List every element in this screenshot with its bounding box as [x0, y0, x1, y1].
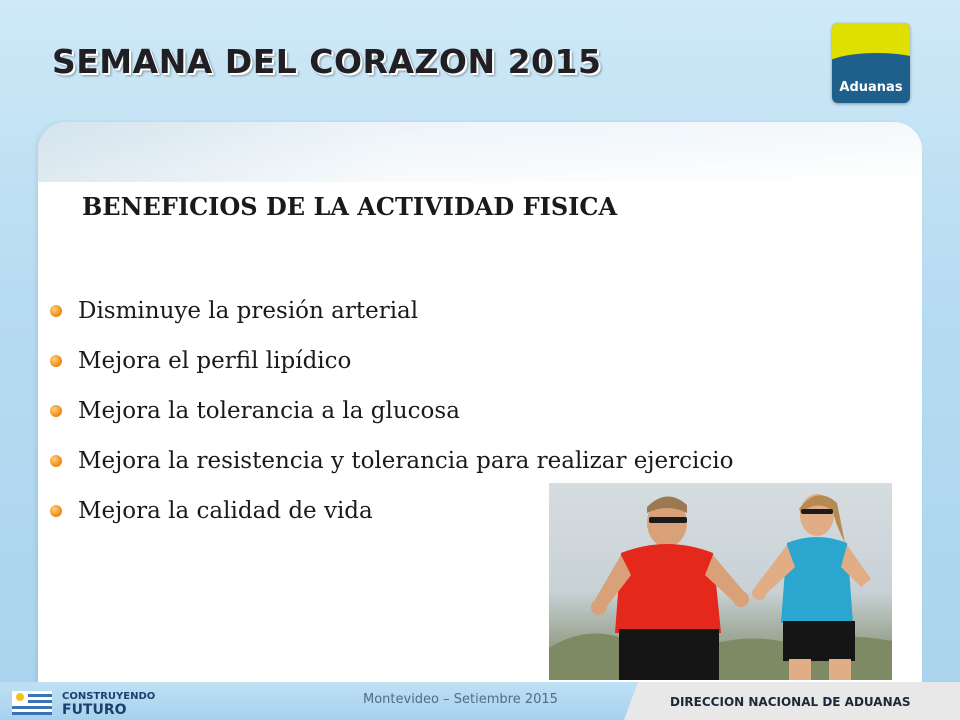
- list-item: [48, 438, 733, 488]
- bullet-icon: [50, 355, 62, 367]
- footer-bar: [0, 682, 960, 720]
- bullet-icon: [50, 455, 62, 467]
- list-item: [48, 388, 733, 438]
- logo-text: Aduanas: [839, 80, 903, 95]
- list-item: [48, 338, 733, 388]
- runners-illustration: [549, 483, 892, 680]
- aduanas-logo: [832, 23, 910, 103]
- list-item-text: Disminuye la presión arterial: [78, 298, 419, 324]
- uruguay-flag-icon: [12, 691, 52, 715]
- bullet-icon: [50, 405, 62, 417]
- footer-date: Montevideo – Setiembre 2015: [363, 692, 558, 707]
- footer-logo-line2: FUTURO: [62, 702, 127, 718]
- bullet-icon: [50, 505, 62, 517]
- runners-photo: [549, 483, 892, 680]
- footer-organization: DIRECCION NACIONAL DE ADUANAS: [670, 695, 911, 709]
- list-item: [48, 288, 733, 338]
- bullet-icon: [50, 305, 62, 317]
- footer-logo-line1: CONSTRUYENDO: [62, 691, 156, 702]
- logo-swoosh: [832, 53, 910, 83]
- content-panel-highlight: [38, 122, 922, 182]
- list-item-text: Mejora la resistencia y tolerancia para realizar ejercicio: [78, 448, 734, 474]
- list-item-text: Mejora el perfil lipídico: [78, 348, 352, 374]
- slide-title: SEMANA DEL CORAZON 2015: [52, 42, 602, 81]
- list-item-text: Mejora la calidad de vida: [78, 498, 373, 524]
- section-subtitle: BENEFICIOS DE LA ACTIVIDAD FISICA: [82, 192, 618, 221]
- list-item-text: Mejora la tolerancia a la glucosa: [78, 398, 460, 424]
- construyendo-futuro-logo: [8, 685, 178, 719]
